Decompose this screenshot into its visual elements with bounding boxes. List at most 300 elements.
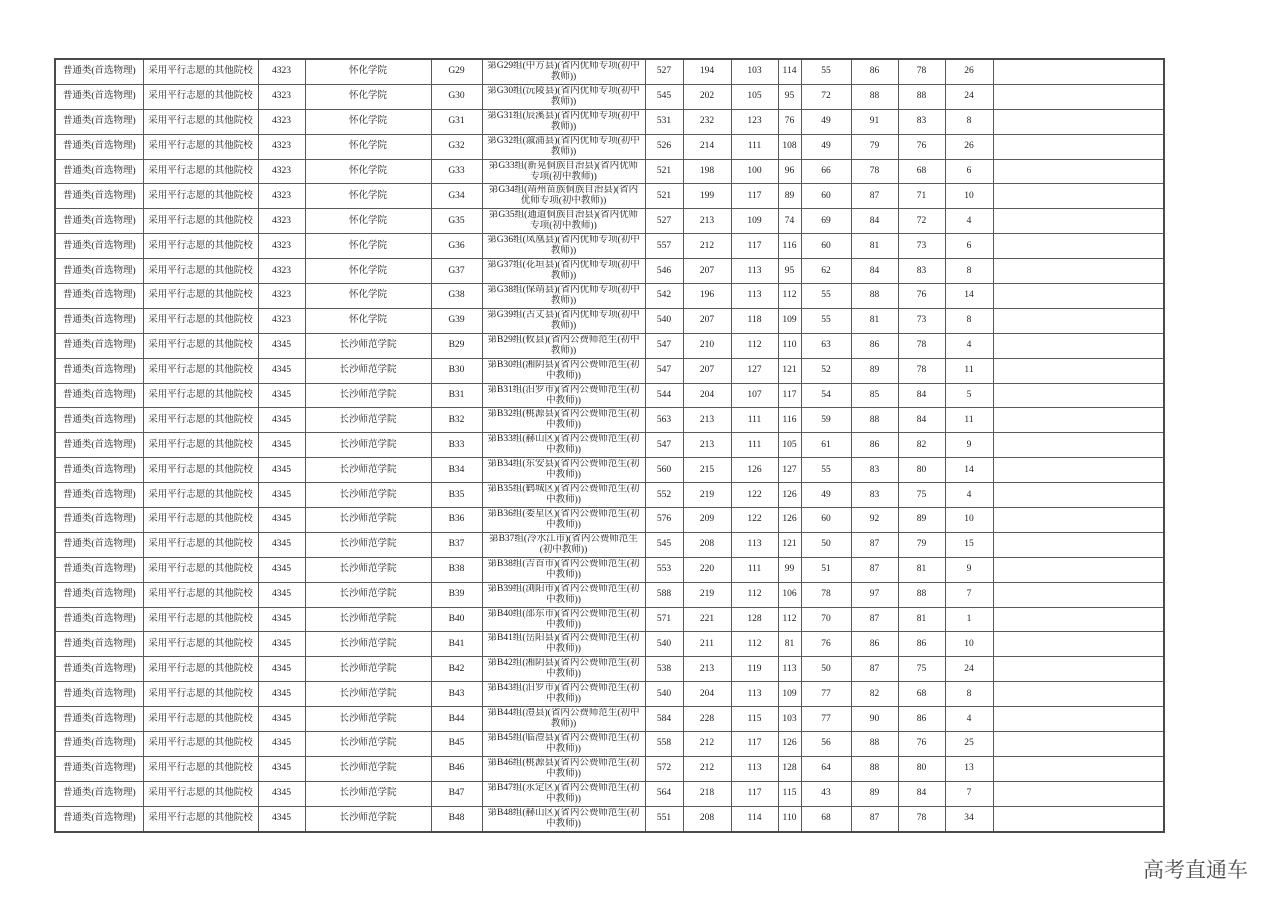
value-cell-3: 113 — [731, 259, 778, 284]
value-cell-3: 113 — [731, 756, 778, 781]
value-cell-2: 209 — [683, 508, 731, 533]
category-cell: 普通类(首选物理) — [55, 458, 143, 483]
value-cell-3: 118 — [731, 308, 778, 333]
value-cell-1: 547 — [645, 433, 683, 458]
batch-cell: 采用平行志愿的其他院校 — [143, 184, 258, 209]
value-cell-3: 117 — [731, 732, 778, 757]
empty-cell — [993, 234, 1164, 259]
value-cell-3: 112 — [731, 333, 778, 358]
school-name-cell: 长沙师范学院 — [305, 333, 431, 358]
group-name-cell — [482, 259, 645, 284]
table-row — [55, 209, 1164, 234]
group-name-cell — [482, 184, 645, 209]
empty-cell — [993, 383, 1164, 408]
group-code-cell: B40 — [431, 607, 482, 632]
value-cell-8: 9 — [945, 433, 993, 458]
value-cell-3: 126 — [731, 458, 778, 483]
value-cell-2: 199 — [683, 184, 731, 209]
group-code-cell: B33 — [431, 433, 482, 458]
empty-cell — [993, 184, 1164, 209]
group-name-cell — [482, 134, 645, 159]
batch-cell: 采用平行志愿的其他院校 — [143, 508, 258, 533]
value-cell-4: 110 — [778, 806, 801, 831]
value-cell-4: 108 — [778, 134, 801, 159]
value-cell-6: 89 — [851, 781, 898, 806]
value-cell-8: 15 — [945, 532, 993, 557]
group-code-cell: G33 — [431, 159, 482, 184]
school-code-cell: 4323 — [258, 159, 305, 184]
school-name-cell: 长沙师范学院 — [305, 682, 431, 707]
school-name-cell: 怀化学院 — [305, 84, 431, 109]
value-cell-3: 117 — [731, 234, 778, 259]
category-cell: 普通类(首选物理) — [55, 756, 143, 781]
value-cell-4: 128 — [778, 756, 801, 781]
value-cell-7: 89 — [898, 508, 945, 533]
batch-cell: 采用平行志愿的其他院校 — [143, 682, 258, 707]
table-row — [55, 732, 1164, 757]
value-cell-8: 7 — [945, 582, 993, 607]
school-name-cell: 长沙师范学院 — [305, 806, 431, 831]
category-cell: 普通类(首选物理) — [55, 159, 143, 184]
value-cell-2: 204 — [683, 682, 731, 707]
value-cell-1: 521 — [645, 159, 683, 184]
school-code-cell: 4345 — [258, 682, 305, 707]
group-name-cell — [482, 657, 645, 682]
category-cell: 普通类(首选物理) — [55, 84, 143, 109]
group-name-text: 第B40组(邵东市)(省内公费师范生(初中教师)) — [487, 608, 640, 630]
value-cell-2: 213 — [683, 433, 731, 458]
table-row — [55, 508, 1164, 533]
value-cell-5: 69 — [801, 209, 851, 234]
value-cell-6: 87 — [851, 806, 898, 831]
group-code-cell: G39 — [431, 308, 482, 333]
category-cell: 普通类(首选物理) — [55, 781, 143, 806]
value-cell-5: 49 — [801, 483, 851, 508]
value-cell-3: 103 — [731, 59, 778, 84]
value-cell-7: 84 — [898, 408, 945, 433]
category-cell: 普通类(首选物理) — [55, 284, 143, 309]
table-row — [55, 159, 1164, 184]
group-code-cell: G29 — [431, 59, 482, 84]
value-cell-4: 126 — [778, 732, 801, 757]
group-code-cell: G36 — [431, 234, 482, 259]
batch-cell: 采用平行志愿的其他院校 — [143, 557, 258, 582]
group-name-text: 第B43组(汨罗市)(省内公费师范生(初中教师)) — [487, 683, 640, 705]
group-name-text: 第G38组(保靖县)(省内优师专项(初中教师)) — [487, 284, 640, 306]
school-name-cell: 怀化学院 — [305, 134, 431, 159]
group-name-text: 第B47组(永定区)(省内公费师范生(初中教师)) — [487, 782, 640, 804]
empty-cell — [993, 632, 1164, 657]
value-cell-2: 208 — [683, 806, 731, 831]
value-cell-1: 542 — [645, 284, 683, 309]
school-name-cell: 怀化学院 — [305, 284, 431, 309]
value-cell-3: 113 — [731, 284, 778, 309]
value-cell-8: 8 — [945, 682, 993, 707]
category-cell: 普通类(首选物理) — [55, 508, 143, 533]
group-name-cell — [482, 532, 645, 557]
value-cell-3: 109 — [731, 209, 778, 234]
table-row — [55, 184, 1164, 209]
group-name-text: 第G36组(凤凰县)(省内优师专项(初中教师)) — [487, 235, 640, 257]
group-code-cell: G34 — [431, 184, 482, 209]
group-name-cell — [482, 806, 645, 831]
value-cell-6: 83 — [851, 458, 898, 483]
value-cell-4: 121 — [778, 532, 801, 557]
value-cell-4: 112 — [778, 284, 801, 309]
group-code-cell: B35 — [431, 483, 482, 508]
school-code-cell: 4345 — [258, 408, 305, 433]
value-cell-6: 89 — [851, 358, 898, 383]
value-cell-2: 212 — [683, 732, 731, 757]
school-name-cell: 长沙师范学院 — [305, 383, 431, 408]
school-code-cell: 4323 — [258, 259, 305, 284]
value-cell-4: 110 — [778, 333, 801, 358]
empty-cell — [993, 557, 1164, 582]
empty-cell — [993, 682, 1164, 707]
value-cell-6: 84 — [851, 209, 898, 234]
value-cell-3: 113 — [731, 532, 778, 557]
empty-cell — [993, 433, 1164, 458]
value-cell-7: 88 — [898, 84, 945, 109]
value-cell-7: 86 — [898, 707, 945, 732]
school-code-cell: 4345 — [258, 607, 305, 632]
value-cell-1: 545 — [645, 84, 683, 109]
table-row — [55, 259, 1164, 284]
value-cell-2: 208 — [683, 532, 731, 557]
group-name-text: 第G30组(沅陵县)(省内优师专项(初中教师)) — [487, 85, 640, 107]
group-name-text: 第B45组(临澧县)(省内公费师范生(初中教师)) — [487, 732, 640, 754]
value-cell-6: 87 — [851, 657, 898, 682]
value-cell-8: 13 — [945, 756, 993, 781]
school-code-cell: 4345 — [258, 632, 305, 657]
value-cell-8: 4 — [945, 333, 993, 358]
value-cell-6: 87 — [851, 184, 898, 209]
value-cell-8: 9 — [945, 557, 993, 582]
value-cell-6: 88 — [851, 732, 898, 757]
value-cell-5: 60 — [801, 234, 851, 259]
value-cell-2: 212 — [683, 756, 731, 781]
empty-cell — [993, 308, 1164, 333]
value-cell-2: 194 — [683, 59, 731, 84]
value-cell-2: 207 — [683, 259, 731, 284]
group-code-cell: B30 — [431, 358, 482, 383]
empty-cell — [993, 358, 1164, 383]
value-cell-6: 88 — [851, 756, 898, 781]
value-cell-8: 11 — [945, 408, 993, 433]
group-name-cell — [482, 109, 645, 134]
batch-cell: 采用平行志愿的其他院校 — [143, 707, 258, 732]
value-cell-6: 82 — [851, 682, 898, 707]
table-row — [55, 433, 1164, 458]
value-cell-5: 55 — [801, 308, 851, 333]
value-cell-1: 521 — [645, 184, 683, 209]
value-cell-7: 80 — [898, 458, 945, 483]
value-cell-1: 560 — [645, 458, 683, 483]
value-cell-5: 54 — [801, 383, 851, 408]
table-row — [55, 234, 1164, 259]
value-cell-3: 122 — [731, 508, 778, 533]
group-name-cell — [482, 483, 645, 508]
empty-cell — [993, 109, 1164, 134]
school-code-cell: 4323 — [258, 234, 305, 259]
school-code-cell: 4345 — [258, 707, 305, 732]
batch-cell: 采用平行志愿的其他院校 — [143, 781, 258, 806]
value-cell-7: 76 — [898, 284, 945, 309]
value-cell-3: 115 — [731, 707, 778, 732]
value-cell-4: 81 — [778, 632, 801, 657]
batch-cell: 采用平行志愿的其他院校 — [143, 582, 258, 607]
category-cell: 普通类(首选物理) — [55, 358, 143, 383]
category-cell: 普通类(首选物理) — [55, 134, 143, 159]
group-name-text: 第G37组(花垣县)(省内优师专项(初中教师)) — [487, 260, 640, 282]
value-cell-1: 547 — [645, 333, 683, 358]
value-cell-2: 219 — [683, 483, 731, 508]
school-name-cell: 怀化学院 — [305, 209, 431, 234]
value-cell-4: 117 — [778, 383, 801, 408]
value-cell-4: 103 — [778, 707, 801, 732]
value-cell-4: 96 — [778, 159, 801, 184]
value-cell-5: 50 — [801, 657, 851, 682]
group-name-cell — [482, 557, 645, 582]
value-cell-7: 81 — [898, 557, 945, 582]
group-name-text: 第G39组(古丈县)(省内优师专项(初中教师)) — [487, 309, 640, 331]
table-row — [55, 308, 1164, 333]
empty-cell — [993, 458, 1164, 483]
value-cell-5: 50 — [801, 532, 851, 557]
group-code-cell: G35 — [431, 209, 482, 234]
table-row — [55, 483, 1164, 508]
school-name-cell: 怀化学院 — [305, 59, 431, 84]
value-cell-7: 73 — [898, 308, 945, 333]
school-code-cell: 4323 — [258, 109, 305, 134]
batch-cell: 采用平行志愿的其他院校 — [143, 532, 258, 557]
group-code-cell: B44 — [431, 707, 482, 732]
group-name-text: 第G32组(溆浦县)(省内优师专项(初中教师)) — [487, 135, 640, 157]
value-cell-8: 10 — [945, 632, 993, 657]
admission-table — [54, 58, 1165, 833]
table-row — [55, 781, 1164, 806]
value-cell-2: 213 — [683, 209, 731, 234]
value-cell-1: 564 — [645, 781, 683, 806]
empty-cell — [993, 657, 1164, 682]
value-cell-8: 4 — [945, 483, 993, 508]
value-cell-4: 95 — [778, 84, 801, 109]
value-cell-6: 97 — [851, 582, 898, 607]
value-cell-8: 24 — [945, 84, 993, 109]
school-name-cell: 长沙师范学院 — [305, 732, 431, 757]
value-cell-2: 207 — [683, 358, 731, 383]
table-row — [55, 607, 1164, 632]
value-cell-1: 553 — [645, 557, 683, 582]
group-code-cell: B43 — [431, 682, 482, 707]
value-cell-5: 60 — [801, 184, 851, 209]
value-cell-4: 99 — [778, 557, 801, 582]
group-code-cell: B48 — [431, 806, 482, 831]
group-code-cell: B29 — [431, 333, 482, 358]
value-cell-7: 88 — [898, 582, 945, 607]
group-name-cell — [482, 707, 645, 732]
value-cell-1: 545 — [645, 532, 683, 557]
school-name-cell: 怀化学院 — [305, 308, 431, 333]
school-code-cell: 4345 — [258, 806, 305, 831]
value-cell-4: 106 — [778, 582, 801, 607]
group-name-text: 第B37组(冷水江市)(省内公费师范生(初中教师)) — [489, 533, 638, 555]
group-code-cell: B38 — [431, 557, 482, 582]
value-cell-3: 105 — [731, 84, 778, 109]
value-cell-8: 6 — [945, 234, 993, 259]
value-cell-2: 220 — [683, 557, 731, 582]
empty-cell — [993, 582, 1164, 607]
school-code-cell: 4345 — [258, 508, 305, 533]
school-name-cell: 长沙师范学院 — [305, 781, 431, 806]
value-cell-2: 228 — [683, 707, 731, 732]
value-cell-6: 86 — [851, 59, 898, 84]
value-cell-3: 100 — [731, 159, 778, 184]
category-cell: 普通类(首选物理) — [55, 582, 143, 607]
group-code-cell: G32 — [431, 134, 482, 159]
empty-cell — [993, 756, 1164, 781]
value-cell-3: 128 — [731, 607, 778, 632]
group-code-cell: G30 — [431, 84, 482, 109]
group-code-cell: B39 — [431, 582, 482, 607]
group-name-cell — [482, 358, 645, 383]
category-cell: 普通类(首选物理) — [55, 209, 143, 234]
group-name-cell — [482, 632, 645, 657]
value-cell-8: 6 — [945, 159, 993, 184]
value-cell-2: 213 — [683, 657, 731, 682]
value-cell-3: 112 — [731, 582, 778, 607]
group-code-cell: B41 — [431, 632, 482, 657]
batch-cell: 采用平行志愿的其他院校 — [143, 408, 258, 433]
group-code-cell: G38 — [431, 284, 482, 309]
empty-cell — [993, 408, 1164, 433]
school-code-cell: 4345 — [258, 557, 305, 582]
school-code-cell: 4345 — [258, 732, 305, 757]
school-code-cell: 4345 — [258, 756, 305, 781]
table-row — [55, 557, 1164, 582]
value-cell-7: 76 — [898, 732, 945, 757]
batch-cell: 采用平行志愿的其他院校 — [143, 458, 258, 483]
group-name-text: 第B32组(桃源县)(省内公费师范生(初中教师)) — [487, 409, 640, 431]
value-cell-7: 84 — [898, 383, 945, 408]
value-cell-4: 116 — [778, 234, 801, 259]
value-cell-5: 62 — [801, 259, 851, 284]
value-cell-3: 111 — [731, 134, 778, 159]
value-cell-8: 10 — [945, 184, 993, 209]
value-cell-7: 84 — [898, 781, 945, 806]
value-cell-2: 212 — [683, 234, 731, 259]
category-cell: 普通类(首选物理) — [55, 59, 143, 84]
value-cell-5: 63 — [801, 333, 851, 358]
value-cell-4: 114 — [778, 59, 801, 84]
value-cell-5: 72 — [801, 84, 851, 109]
group-name-text: 第B48组(赫山区)(省内公费师范生(初中教师)) — [487, 807, 640, 829]
school-name-cell: 怀化学院 — [305, 159, 431, 184]
value-cell-3: 113 — [731, 682, 778, 707]
group-code-cell: B46 — [431, 756, 482, 781]
batch-cell: 采用平行志愿的其他院校 — [143, 806, 258, 831]
school-name-cell: 怀化学院 — [305, 184, 431, 209]
value-cell-7: 78 — [898, 333, 945, 358]
value-cell-8: 8 — [945, 259, 993, 284]
group-name-text: 第B36组(娄星区)(省内公费师范生(初中教师)) — [487, 508, 640, 530]
batch-cell: 采用平行志愿的其他院校 — [143, 209, 258, 234]
school-name-cell: 长沙师范学院 — [305, 532, 431, 557]
group-name-cell — [482, 607, 645, 632]
group-name-text: 第B46组(桃源县)(省内公费师范生(初中教师)) — [487, 757, 640, 779]
value-cell-1: 584 — [645, 707, 683, 732]
batch-cell: 采用平行志愿的其他院校 — [143, 483, 258, 508]
value-cell-1: 547 — [645, 358, 683, 383]
value-cell-8: 4 — [945, 209, 993, 234]
group-name-cell — [482, 458, 645, 483]
batch-cell: 采用平行志愿的其他院校 — [143, 259, 258, 284]
group-code-cell: B42 — [431, 657, 482, 682]
value-cell-8: 24 — [945, 657, 993, 682]
value-cell-5: 49 — [801, 134, 851, 159]
empty-cell — [993, 508, 1164, 533]
group-name-text: 第G35组(通道侗族自治县)(省内优师专项(初中教师)) — [488, 210, 639, 232]
batch-cell: 采用平行志愿的其他院校 — [143, 732, 258, 757]
category-cell: 普通类(首选物理) — [55, 483, 143, 508]
group-name-cell — [482, 59, 645, 84]
category-cell: 普通类(首选物理) — [55, 383, 143, 408]
category-cell: 普通类(首选物理) — [55, 707, 143, 732]
value-cell-7: 86 — [898, 632, 945, 657]
value-cell-4: 89 — [778, 184, 801, 209]
batch-cell: 采用平行志愿的其他院校 — [143, 308, 258, 333]
category-cell: 普通类(首选物理) — [55, 532, 143, 557]
group-name-text: 第G29组(中方县)(省内优师专项(初中教师)) — [487, 60, 640, 82]
value-cell-4: 95 — [778, 259, 801, 284]
value-cell-1: 552 — [645, 483, 683, 508]
value-cell-2: 210 — [683, 333, 731, 358]
watermark-text: 高考直通车 — [1143, 858, 1248, 882]
school-code-cell: 4323 — [258, 59, 305, 84]
value-cell-1: 563 — [645, 408, 683, 433]
empty-cell — [993, 483, 1164, 508]
group-name-text: 第B42组(湘阴县)(省内公费师范生(初中教师)) — [487, 658, 640, 680]
category-cell: 普通类(首选物理) — [55, 632, 143, 657]
value-cell-6: 79 — [851, 134, 898, 159]
value-cell-6: 87 — [851, 557, 898, 582]
group-code-cell: G31 — [431, 109, 482, 134]
value-cell-2: 196 — [683, 284, 731, 309]
value-cell-6: 87 — [851, 607, 898, 632]
value-cell-1: 558 — [645, 732, 683, 757]
category-cell: 普通类(首选物理) — [55, 234, 143, 259]
value-cell-1: 527 — [645, 59, 683, 84]
category-cell: 普通类(首选物理) — [55, 184, 143, 209]
school-name-cell: 长沙师范学院 — [305, 483, 431, 508]
value-cell-3: 112 — [731, 632, 778, 657]
table-row — [55, 806, 1164, 831]
batch-cell: 采用平行志愿的其他院校 — [143, 358, 258, 383]
table-row — [55, 632, 1164, 657]
school-name-cell: 长沙师范学院 — [305, 557, 431, 582]
table-row — [55, 408, 1164, 433]
value-cell-2: 214 — [683, 134, 731, 159]
group-name-text: 第B29组(攸县)(省内公费师范生(初中教师)) — [487, 334, 640, 356]
category-cell: 普通类(首选物理) — [55, 433, 143, 458]
table-row — [55, 383, 1164, 408]
value-cell-6: 84 — [851, 259, 898, 284]
school-name-cell: 长沙师范学院 — [305, 433, 431, 458]
value-cell-5: 61 — [801, 433, 851, 458]
batch-cell: 采用平行志愿的其他院校 — [143, 284, 258, 309]
value-cell-4: 127 — [778, 458, 801, 483]
value-cell-5: 77 — [801, 682, 851, 707]
